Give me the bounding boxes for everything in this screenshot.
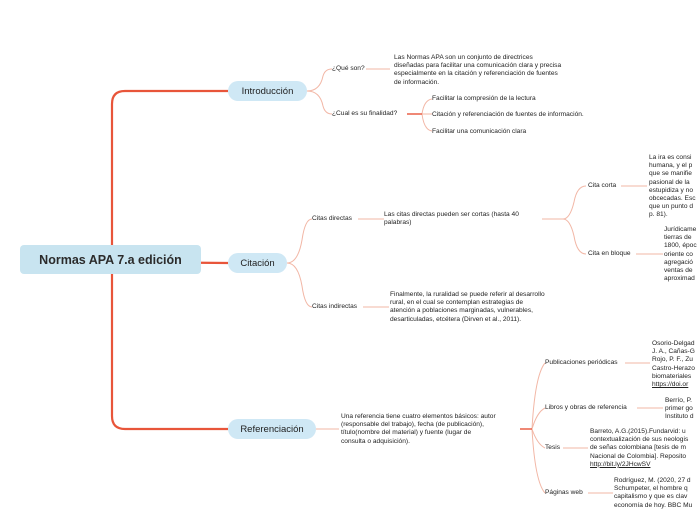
doi-link[interactable]: https://doi.or <box>652 381 689 389</box>
text-line: Una referencia tiene cuatro elementos básicos: autor <box>341 413 496 420</box>
branch-referenciacion[interactable]: Referenciación <box>228 419 316 439</box>
que-son-node[interactable]: ¿Qué son? <box>332 65 365 72</box>
text-line: consulta o adquisición). <box>341 437 410 445</box>
text-line: humana, y el p <box>649 162 693 170</box>
publicaciones-periodicas-node[interactable]: Publicaciones periódicas <box>545 359 618 366</box>
text-line: contextualización de sus neologis <box>590 436 689 444</box>
text-line: rural, en el cual se contemplan estrategias de <box>390 299 524 307</box>
text-line: Rojo, P. F., Zu <box>652 356 693 364</box>
libros-obras-node[interactable]: Libros y obras de referencia <box>545 404 627 411</box>
cita-en-bloque-text[interactable] <box>664 226 697 283</box>
text-line: Berrío, P. <box>665 397 692 404</box>
finalidad-item[interactable]: Facilitar una comunicación clara <box>432 128 527 135</box>
text-line: palabras) <box>384 219 412 227</box>
finalidad-item[interactable]: Facilitar la compresión de la lectura <box>432 95 536 102</box>
text-line: Nacional de Colombia]. Reposito <box>590 452 687 460</box>
text-line: diseñadas para facilitar una comunicación clara y precisa <box>394 62 562 70</box>
text-line: p. 81). <box>649 211 668 219</box>
tesis-text[interactable] <box>590 428 688 469</box>
citas-directas-description[interactable] <box>384 211 519 227</box>
text-line: Finalmente, la ruralidad se puede referir al desarrollo <box>390 291 545 298</box>
text-line: Las Normas APA son un conjunto de directrices <box>394 54 533 61</box>
finalidad-node[interactable]: ¿Cual es su finalidad? <box>332 110 398 117</box>
branch-citacion[interactable]: Citación <box>228 253 287 273</box>
cita-en-bloque-node[interactable]: Cita en bloque <box>588 250 631 257</box>
text-line: Instituto d <box>665 413 694 421</box>
root-topic[interactable]: Normas APA 7.a edición <box>20 245 201 274</box>
text-line: estupidiza y no <box>649 186 693 194</box>
text-line: Las citas directas pueden ser cortas (hasta 40 <box>384 211 519 218</box>
text-line: título(nombre del material) y fuente (lugar de <box>341 429 472 437</box>
citas-directas-node[interactable]: Citas directas <box>312 215 352 222</box>
text-line: tierras de <box>664 234 692 242</box>
text-line: desarticuladas, etcétera (Dirven et al., 2011). <box>390 315 522 323</box>
cita-corta-text[interactable] <box>649 154 696 220</box>
text-line: atención a poblaciones marginadas, vulnerables, <box>390 307 533 315</box>
text-line: primer go <box>665 405 693 413</box>
text-line: Castro-Herazo <box>652 364 695 372</box>
text-line: aproximad <box>664 275 695 283</box>
citas-indirectas-node[interactable]: Citas indirectas <box>312 303 358 310</box>
text-line: capitalismo y que es clav <box>614 493 688 501</box>
text-line: Jurídicame <box>664 226 697 233</box>
paginas-web-node[interactable]: Páginas web <box>545 489 583 496</box>
text-line: obcecadas. Esc <box>649 195 696 203</box>
text-line: pasional de la <box>649 178 690 186</box>
text-line: ventas de <box>664 267 693 275</box>
cita-corta-node[interactable]: Cita corta <box>588 182 617 189</box>
referenciacion-description[interactable] <box>341 413 496 446</box>
finalidad-item[interactable]: Citación y referenciación de fuentes de información. <box>432 111 584 118</box>
text-line: Schumpeter, el hombre q <box>614 485 688 493</box>
text-line: J. A., Cañas-G <box>652 348 695 356</box>
text-line: biomateriales <box>652 372 692 380</box>
text-line: que un punto d <box>649 203 693 211</box>
text-line: agregació <box>664 258 693 266</box>
text-line: de información. <box>394 78 440 86</box>
paginas-web-text[interactable] <box>614 477 692 510</box>
text-line: especialmente en la citación y referenciación de fuentes <box>394 70 558 78</box>
tesis-link[interactable]: http://bit.ly/2JHcwSV <box>590 460 651 468</box>
libros-obras-text[interactable] <box>665 397 694 422</box>
text-line: que se manifie <box>649 170 692 178</box>
text-line: Barreto, A.G.(2015).Fundarvid: u <box>590 428 686 435</box>
text-line: 1800, époc <box>664 242 697 250</box>
text-line: La ira es consi <box>649 154 692 161</box>
text-line: de señas colombiana [tesis de m <box>590 444 687 452</box>
tesis-node[interactable]: Tesis <box>545 444 561 451</box>
que-son-description[interactable] <box>394 54 561 87</box>
text-line: Osorio-Delgad <box>652 340 695 347</box>
text-line: (responsable del trabajo), fecha (de publicación), <box>341 421 484 429</box>
text-line: economía de hoy. BBC Mu <box>614 501 693 509</box>
text-line: oriente co <box>664 250 693 258</box>
publicaciones-periodicas-text[interactable] <box>652 340 695 389</box>
citas-indirectas-description[interactable] <box>390 291 545 324</box>
branch-introduccion[interactable]: Introducción <box>228 81 307 101</box>
text-line: Rodríguez, M. (2020, 27 d <box>614 477 691 484</box>
